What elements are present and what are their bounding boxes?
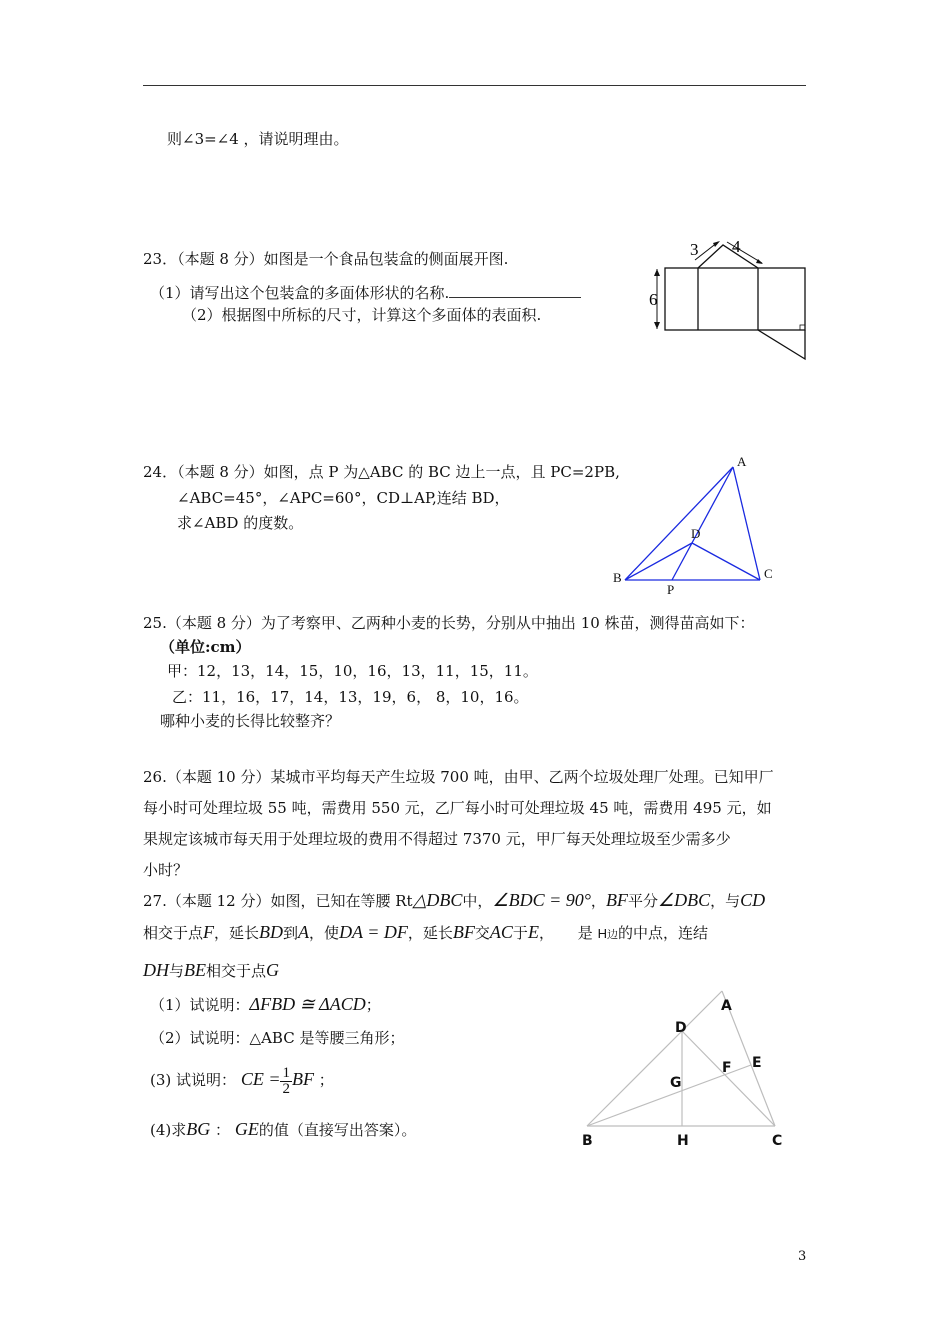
q27-math: ΔFBD ≅ ΔACD (249, 994, 366, 1014)
label-d: D (675, 1020, 687, 1036)
point-p-label: P (667, 582, 675, 597)
q24-line1: 24．（本题 8 分）如图，点 P 为△ABC 的 BC 边上一点，且 PC=2PB, (143, 463, 620, 481)
q27-math: E (527, 922, 539, 942)
q23-title: 23．（本题 8 分）如图是一个食品包装盒的侧面展开图. (143, 250, 509, 268)
q27-math: H (597, 926, 607, 941)
q27-text: 是 (577, 924, 593, 942)
arrow-down-icon (654, 322, 660, 329)
q27-text: ， (590, 892, 606, 910)
label-g: G (670, 1075, 682, 1091)
q27-line2 (143, 920, 708, 947)
q25-yi-data: 乙：11，16，17，14，13，19，6， 8，10，16。 (172, 688, 529, 706)
fraction-one-half (280, 1066, 292, 1097)
q27-text: ，与 (710, 892, 741, 910)
q25-jia-data: 甲：12，13，14，15，10，16，13，11，15，11。 (167, 662, 538, 680)
q27-math: BE (184, 960, 207, 980)
label-a: A (721, 998, 732, 1014)
page-number: 3 (798, 1249, 807, 1264)
q27-geometry-figure (575, 985, 805, 1160)
q27-math: BD (259, 922, 284, 942)
q27-text: ，延长 (407, 924, 453, 942)
q27-math: BF (605, 890, 628, 910)
q27-math: ∠BDC = 90° (492, 890, 591, 910)
vertex-a-label: A (737, 454, 747, 469)
q26-line4: 小时？ (143, 861, 189, 879)
vertex-c-label: C (764, 566, 773, 581)
q27-text: 边 (606, 928, 618, 941)
segment-dc (682, 1031, 775, 1126)
q27-math: A (298, 922, 310, 942)
q27-math: GE (234, 1119, 259, 1139)
q27-part2: （2）试说明：△ABC 是等腰三角形； (150, 1029, 405, 1047)
q26-line3: 果规定该城市每天用于处理垃圾的费用不得超过 7370 元，甲厂每天处理垃圾至少需多少 (143, 830, 731, 848)
segment-cd (692, 543, 760, 580)
q23-part1-text: （1）请写出这个包装盒的多面体形状的名称. (150, 284, 450, 302)
q26-line2: 每小时可处理垃圾 55 吨，需费用 550 元，乙厂每小时可处理垃圾 45 吨，需费用 495 元，如 (143, 799, 772, 817)
q27-text: 于 (512, 924, 528, 942)
q27-math: F (203, 922, 215, 942)
net-label-6: 6 (649, 290, 658, 309)
q27-part4 (150, 1117, 416, 1142)
q24-line2: ∠ABC=45°，∠APC=60°，CD⊥AP,连结 BD， (177, 489, 510, 507)
q27-math: G (266, 960, 280, 980)
q27-text: ， (538, 924, 554, 942)
q25-unit: （单位:cm） (160, 638, 251, 656)
q27-math: DA = DF (339, 922, 408, 942)
segment-ap (672, 467, 733, 580)
q23-net-figure (635, 233, 815, 363)
segment-ab (625, 467, 733, 580)
q27-text: 平分 (627, 892, 658, 910)
arrow-up-icon (654, 269, 660, 276)
right-angle-mark (800, 325, 805, 330)
q27-text: ，使 (309, 924, 340, 942)
q27-text: (3) 试说明： (150, 1071, 237, 1089)
net-label-3: 3 (690, 240, 699, 259)
q27-text: 的值（直接写出答案）。 (258, 1121, 417, 1139)
point-d-label: D (691, 526, 701, 541)
q27-math: BG (186, 1119, 211, 1139)
q27-math: DH (143, 960, 169, 980)
q25-question: 哪种小麦的长得比较整齐？ (160, 712, 341, 730)
net-label-4: 4 (732, 237, 741, 256)
segment-ac (733, 467, 760, 580)
q27-line3 (143, 958, 279, 983)
q27-text: 的中点，连结 (617, 924, 708, 942)
q27-text: ； (318, 1071, 334, 1089)
q27-text: （1）试说明： (150, 996, 250, 1014)
q27-text: (4)求 (150, 1121, 187, 1139)
label-b: B (582, 1133, 593, 1149)
q27-text: ； (365, 996, 381, 1014)
fraction-numerator: 1 (282, 1064, 290, 1081)
q27-math: BF (291, 1069, 314, 1089)
q23-part1 (150, 284, 581, 302)
q27-math: CE = (240, 1069, 281, 1089)
arrow-icon (713, 241, 720, 247)
q27-text: ，延长 (214, 924, 260, 942)
q27-text: 交 (474, 924, 490, 942)
net-top-triangle (698, 245, 758, 268)
q27-math: BF (452, 922, 475, 942)
net-bottom-triangle (758, 330, 805, 359)
q27-text: 相交于点 (143, 924, 204, 942)
q27-part3 (150, 1062, 334, 1097)
q27-line1 (143, 888, 765, 913)
q25-line1: 25.（本题 8 分）为了考察甲、乙两种小麦的长势，分别从中抽出 10 株苗，测得苗高如下： (143, 614, 755, 632)
q27-math: CD (740, 890, 766, 910)
q23-part2: （2）根据图中所标的尺寸，计算这个多面体的表面积. (182, 306, 542, 324)
label-f: F (722, 1060, 732, 1076)
q27-text: 相交于点 (206, 962, 267, 980)
label-c: C (772, 1133, 783, 1149)
q23-answer-blank (449, 285, 581, 298)
q27-part1 (150, 992, 381, 1017)
net-rectangle (665, 268, 805, 330)
q24-triangle-figure (600, 450, 790, 600)
label-e: E (752, 1055, 762, 1071)
q27-text: 到 (283, 924, 299, 942)
fraction-denominator: 2 (282, 1080, 290, 1097)
q27-text: 中， (462, 892, 493, 910)
q27-math: AC (489, 922, 513, 942)
q24-line3: 求∠ABD 的度数。 (177, 514, 304, 532)
label-h: H (677, 1133, 689, 1149)
vertex-b-label: B (613, 570, 622, 585)
q26-line1: 26.（本题 10 分）某城市平均每天产生垃圾 700 吨，由甲、乙两个垃圾处理厂处理。已知甲厂 (143, 768, 774, 786)
continuation-text: 则∠3=∠4 ，请说明理由。 (167, 130, 349, 148)
header-rule (143, 85, 806, 86)
q27-text: 27.（本题 12 分）如图，已知在等腰 Rt (143, 892, 413, 910)
q27-math: △DBC (412, 890, 463, 910)
q27-math: ∠DBC (657, 890, 711, 910)
segment-ba (587, 991, 722, 1126)
q27-text: 与 (169, 962, 185, 980)
q27-text: ： (215, 1121, 231, 1139)
